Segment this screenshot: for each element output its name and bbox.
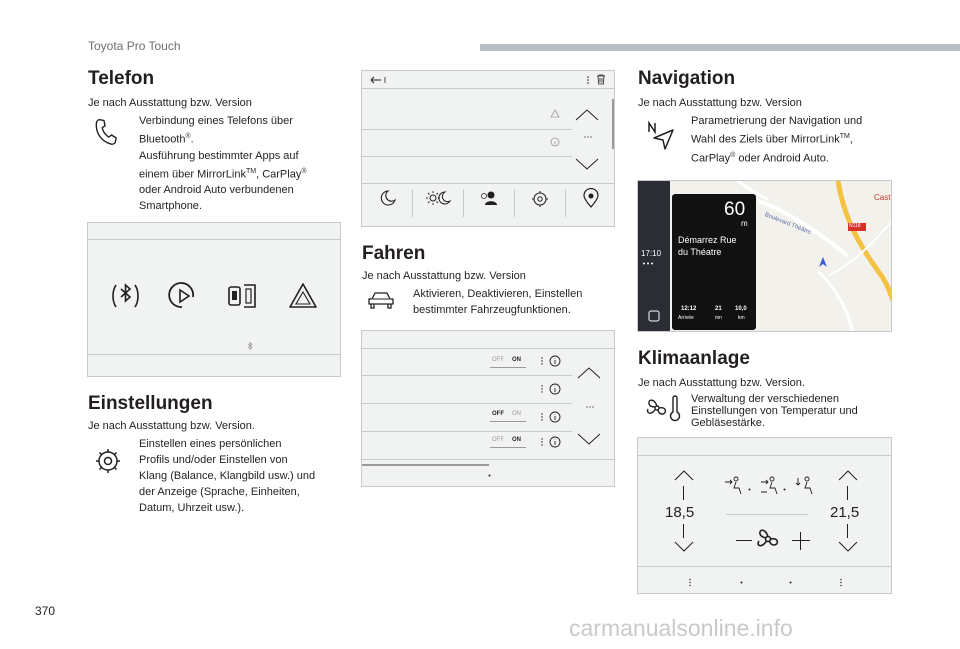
- scroll-up-icon[interactable]: [576, 365, 602, 381]
- temp-left-value: 18,5: [665, 504, 695, 521]
- divider: [463, 189, 464, 217]
- einstellungen-desc-line: Datum, Uhrzeit usw.).: [139, 502, 245, 514]
- header-bar: [480, 44, 960, 51]
- toggle-on-label: ON: [512, 437, 521, 443]
- delete-icon[interactable]: [596, 74, 606, 85]
- km-value: 10,0: [735, 306, 747, 312]
- phone-icon: [91, 117, 121, 147]
- temp-left-down-icon[interactable]: [673, 540, 695, 554]
- android-auto-icon[interactable]: [286, 279, 320, 313]
- telefon-desc-line: oder Android Auto verbundenen: [139, 184, 294, 197]
- scroll-ellipsis-icon: [586, 405, 594, 409]
- text: .: [190, 133, 194, 146]
- einstellungen-desc-line: Einstellen eines persönlichen: [139, 438, 282, 450]
- fan-plus-button[interactable]: [792, 532, 810, 550]
- air-distribution-feet-icon[interactable]: [793, 476, 815, 496]
- temp-right-bar: [847, 524, 848, 538]
- temp-right-up-icon[interactable]: [837, 468, 859, 482]
- row-more-info-icon[interactable]: [540, 383, 562, 395]
- minutes-value: 21: [715, 306, 722, 312]
- navigation-desc-line: [691, 148, 901, 167]
- divider: [362, 431, 572, 432]
- distribution-divider: [726, 514, 808, 515]
- right-menu-dots-icon[interactable]: [839, 578, 843, 587]
- scroll-ellipsis-icon: [584, 135, 592, 139]
- function-toggle[interactable]: [490, 437, 526, 449]
- registered-mark: ®: [730, 151, 736, 159]
- divider: [362, 129, 572, 130]
- klimaanlage-desc-line: Einstellungen von Temperatur und: [691, 405, 858, 417]
- distance-value: 60: [724, 199, 746, 220]
- scroll-up-icon[interactable]: [574, 107, 600, 123]
- fahren-desc-line: bestimmter Fahrzeugfunktionen.: [413, 304, 571, 316]
- distance-unit: m: [741, 219, 748, 228]
- toggle-underline: [490, 447, 526, 448]
- signal-dots-icon: [642, 262, 656, 265]
- divider: [362, 375, 572, 376]
- night-mode-icon[interactable]: [378, 189, 398, 207]
- divider: [362, 348, 615, 349]
- text: , CarPlay: [256, 168, 302, 181]
- dot-separator-icon: [783, 488, 786, 491]
- navigation-intro: Je nach Ausstattung bzw. Version: [638, 97, 802, 109]
- air-distribution-face-feet-icon[interactable]: [758, 476, 780, 496]
- row-more-info-icon[interactable]: [540, 436, 562, 448]
- telefon-description: [139, 113, 339, 214]
- divider: [565, 189, 566, 217]
- toggle-on-label: ON: [512, 357, 521, 363]
- telefon-desc-line: Smartphone.: [139, 200, 202, 213]
- settings-screen: [361, 70, 615, 227]
- telefon-intro: Je nach Ausstattung bzw. Version: [88, 97, 252, 109]
- scrollbar[interactable]: [612, 99, 614, 149]
- navigation-arrow-icon: [646, 120, 676, 152]
- temp-left-bar: [683, 524, 684, 538]
- instruction-line-2: du Théatre: [678, 247, 722, 257]
- map-sidebar: [638, 181, 670, 332]
- dot-indicator-icon: [740, 581, 743, 584]
- navigation-heading: Navigation: [638, 68, 736, 89]
- temp-right-bar: [847, 486, 848, 500]
- instruction-line-1: Démarrez Rue: [678, 235, 737, 245]
- fahren-description: [413, 286, 618, 318]
- fahren-desc-line: Aktivieren, Deaktivieren, Einstellen: [413, 288, 583, 300]
- toggle-off-label: OFF: [492, 411, 504, 417]
- text: Bluetooth: [139, 133, 186, 146]
- toggle-off-label: OFF: [492, 357, 504, 363]
- arrival-label: Arrivée: [678, 315, 694, 321]
- media-play-icon[interactable]: [168, 279, 200, 313]
- arrival-time: 12:12: [681, 306, 697, 312]
- fan-minus-button[interactable]: [736, 540, 752, 541]
- car-icon: [366, 289, 396, 311]
- row-more-info-icon[interactable]: [540, 355, 562, 367]
- warning-icon: [550, 109, 560, 118]
- divider: [88, 239, 341, 240]
- day-night-icon[interactable]: [425, 189, 451, 207]
- telefon-desc-line: Ausführung bestimmter Apps auf: [139, 149, 299, 162]
- air-distribution-face-icon[interactable]: [722, 476, 744, 496]
- klimaanlage-intro: Je nach Ausstattung bzw. Version.: [638, 377, 805, 389]
- registered-mark: ®: [185, 133, 191, 140]
- toggle-on-label: ON: [512, 411, 521, 417]
- km-label: km: [738, 315, 745, 321]
- telefon-screen: [87, 222, 341, 377]
- text: oder Android Auto.: [735, 152, 829, 165]
- place-label: Cast: [874, 193, 891, 202]
- fan-icon: [753, 524, 783, 554]
- row-more-info-icon[interactable]: [540, 411, 562, 423]
- navigation-desc-line: [691, 129, 901, 148]
- klimaanlage-description: [691, 393, 901, 429]
- page-number: 370: [35, 604, 56, 618]
- function-toggle[interactable]: [490, 411, 526, 423]
- text: einem über MirrorLink: [139, 168, 246, 181]
- registered-mark: ®: [301, 167, 307, 175]
- divider: [514, 189, 515, 217]
- profile-icon[interactable]: [479, 189, 499, 207]
- page-dot-icon: [488, 474, 491, 477]
- more-options-icon[interactable]: [586, 75, 590, 85]
- header-title: Toyota Pro Touch: [88, 39, 181, 53]
- temp-left-bar: [683, 486, 684, 500]
- telefon-desc-line: Verbindung eines Telefons über: [139, 115, 293, 127]
- street-label: Boulevard Théâtre: [763, 211, 812, 237]
- temp-right-value: 21,5: [830, 504, 860, 521]
- divider: [412, 189, 413, 217]
- driving-screen: [361, 330, 615, 487]
- position-arrow-icon: [818, 256, 828, 268]
- fahren-intro: Je nach Ausstattung bzw. Version: [362, 270, 526, 282]
- back-arrow-icon[interactable]: [369, 75, 387, 85]
- location-settings-icon[interactable]: [581, 188, 601, 208]
- einstellungen-heading: Einstellungen: [88, 393, 213, 414]
- text: ,: [849, 133, 853, 146]
- toggle-underline: [490, 421, 526, 422]
- einstellungen-desc-line: der Anzeige (Sprache, Einheiten,: [139, 486, 300, 498]
- einstellungen-desc-line: Profils und/oder Einstellen von: [139, 454, 288, 466]
- climate-screen: [637, 437, 892, 594]
- climate-fan-thermometer-icon: [644, 394, 684, 422]
- toggle-off-label: OFF: [492, 437, 504, 443]
- divider: [638, 566, 892, 567]
- bluetooth-small-icon: [246, 341, 254, 351]
- dot-indicator-icon: [789, 581, 792, 584]
- einstellungen-description: [139, 436, 344, 516]
- plus-horizontal: [792, 540, 810, 541]
- progress-bar: [362, 464, 489, 466]
- info-icon: [550, 137, 560, 147]
- left-menu-dots-icon[interactable]: [688, 578, 692, 587]
- telefon-heading: Telefon: [88, 68, 155, 89]
- trademark: TM: [245, 167, 257, 175]
- trademark: TM: [839, 133, 850, 140]
- minutes-label: mn: [715, 315, 722, 321]
- telefon-desc-line: [139, 164, 339, 183]
- klimaanlage-desc-line: Verwaltung der verschiedenen: [691, 393, 839, 405]
- bluetooth-icon[interactable]: [110, 279, 142, 313]
- settings-gear-icon: [93, 446, 123, 476]
- klimaanlage-desc-line: Gebläsestärke.: [691, 417, 765, 429]
- guidance-card: [672, 194, 756, 330]
- telefon-desc-line: [139, 129, 339, 148]
- watermark: carmanualsonline.info: [569, 615, 793, 641]
- system-settings-icon[interactable]: [529, 188, 549, 208]
- divider: [638, 455, 892, 456]
- klimaanlage-heading: Klimaanlage: [638, 348, 750, 369]
- navigation-map-screen[interactable]: [637, 180, 892, 332]
- divider: [88, 354, 341, 355]
- divider: [362, 459, 615, 460]
- temp-right-down-icon[interactable]: [837, 540, 859, 554]
- divider: [362, 403, 572, 404]
- text: CarPlay: [691, 152, 731, 165]
- divider: [362, 156, 572, 157]
- plus-vertical: [800, 532, 801, 550]
- navigation-description: [691, 113, 901, 166]
- fahren-heading: Fahren: [362, 243, 426, 264]
- divider: [362, 88, 615, 89]
- scroll-down-icon[interactable]: [576, 431, 602, 447]
- road-badge: N118: [849, 223, 861, 229]
- text: Wahl des Ziels über MirrorLink: [691, 133, 840, 146]
- clock: 17:10: [641, 249, 662, 258]
- temp-left-up-icon[interactable]: [673, 468, 695, 482]
- navigation-desc-line: Parametrierung der Navigation und: [691, 115, 863, 127]
- mirror-screen-icon[interactable]: [225, 279, 259, 313]
- home-square-icon[interactable]: [647, 309, 661, 323]
- einstellungen-intro: Je nach Ausstattung bzw. Version.: [88, 420, 255, 432]
- dot-separator-icon: [748, 488, 751, 491]
- toggle-underline: [490, 367, 526, 368]
- einstellungen-desc-line: Klang (Balance, Klangbild usw.) und: [139, 470, 316, 482]
- divider: [362, 183, 615, 184]
- scroll-down-icon[interactable]: [574, 156, 600, 172]
- function-toggle[interactable]: [490, 357, 526, 369]
